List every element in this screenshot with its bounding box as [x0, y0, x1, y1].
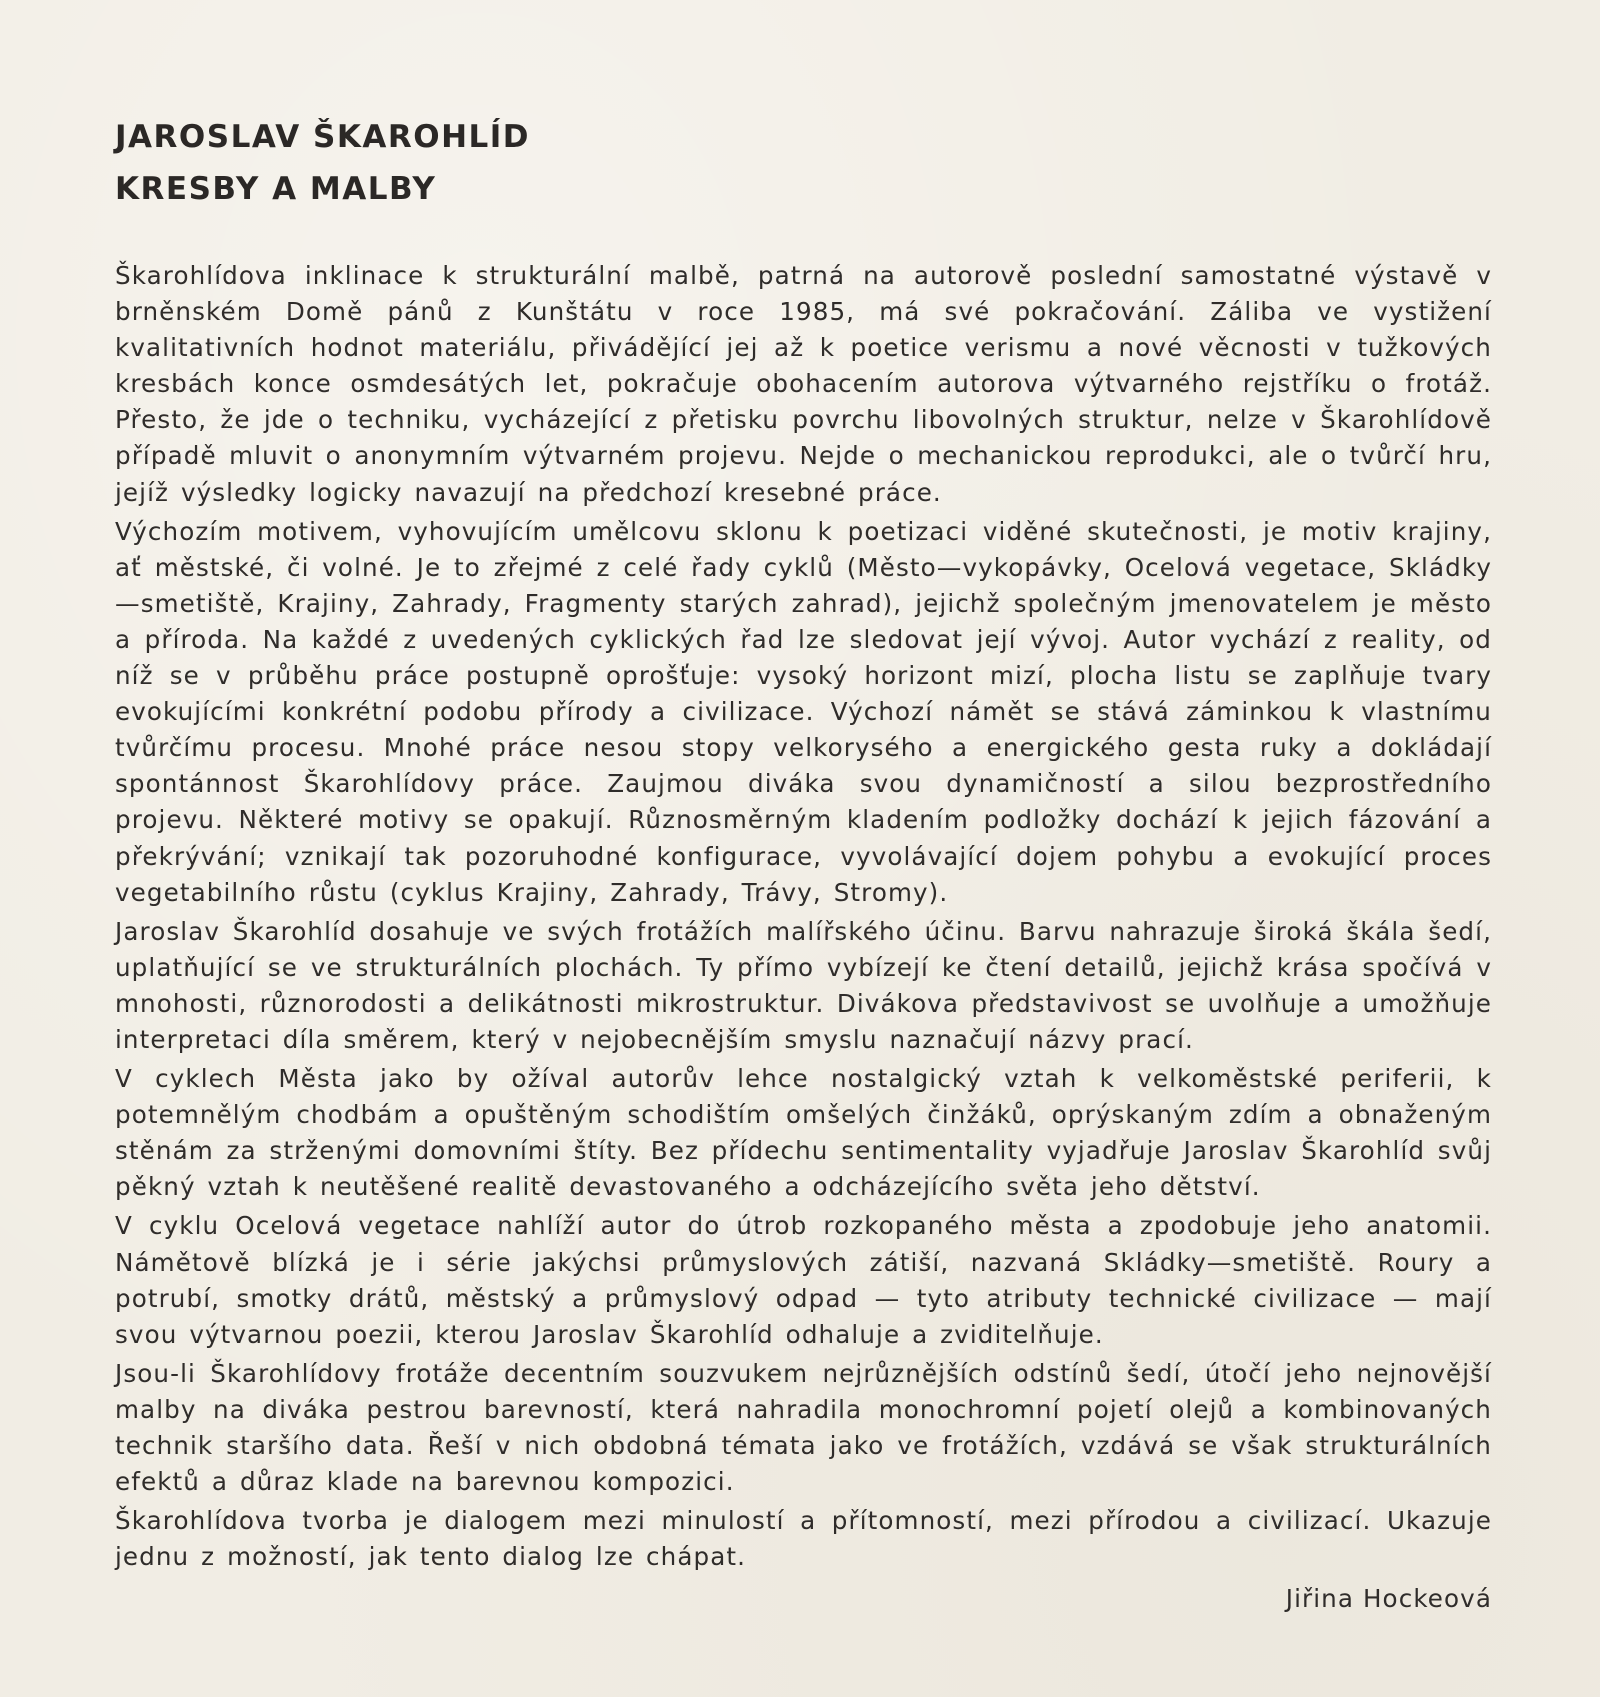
paragraph: Výchozím motivem, vyhovujícím umělcovu sklonu k poetizaci viděné skutečnosti, je motiv krajiny, ať městské, či volné. Je to zřejmé z celé řady cyklů (Město—vykopávky, Ocelová vegetace, Skládky—smetiště, Krajiny, Zahrady, Fragmenty starých zahrad), jejichž společným jmenovatelem je město a příroda. Na každé z uvedených cyklických řad lze sledovat její vývoj. Autor vychází z reality, od níž se v průběhu práce postupně oprošťuje: vysoký horizont mizí, plocha listu se zaplňuje tvary evokujícími konkrétní podobu přírody a civilizace. Výchozí námět se stává záminkou k vlastnímu tvůrčímu procesu. Mnohé práce nesou stopy velkorysého a energického gesta ruky a dokládají spontánnost Škarohlídovy práce. Zaujmou diváka svou dynamičností a silou bezprostředního projevu. Některé motivy se opakují. Různosměrným kladením podložky dochází k jejich fázování a překrývání; vznikají tak pozoruhodné konfigurace, vyvolávající dojem pohybu a evokující proces vegetabilního růstu (cyklus Krajiny, Zahrady, Trávy, Stromy).: [115, 516, 1492, 907]
paragraph: Jsou-li Škarohlídovy frotáže decentním souzvukem nejrůznějších odstínů šedí, útočí jeho nejnovější malby na diváka pestrou barevností, která nahradila monochromní pojetí olejů a kombinovaných technik staršího data. Řeší v nich obdobná témata jako ve frotážích, vzdává se však strukturálních efektů a důraz klade na barevnou kompozici.: [115, 1358, 1492, 1497]
author-title: JAROSLAV ŠKAROHLÍD: [115, 119, 531, 155]
paragraph: Škarohlídova inklinace k strukturální malbě, patrná na autorově poslední samostatné výstavě v brněnském Domě pánů z Kunštátu v roce 1985, má své pokračování. Záliba ve vystižení kvalitativních hodnot materiálu, přivádějící jej až k poetice verismu a nové věcnosti v tužkových kresbách konce osmdesátých let, pokračuje obohacením autorova výtvarného rejstříku o frotáž. Přesto, že jde o techniku, vycházející z přetisku povrchu libovolných struktur, nelze v Škarohlídově případě mluvit o anonymním výtvarném projevu. Nejde o mechanickou reprodukci, ale o tvůrčí hru, jejíž výsledky logicky navazují na předchozí kresebné práce.: [115, 261, 1492, 507]
document-body: [115, 111, 1492, 1617]
paragraph: V cyklech Města jako by ožíval autorův lehce nostalgický vztah k velkoměstské periferii, k potemnělým chodbám a opuštěným schodištím omšelých činžáků, oprýskaným zdím a obnaženým stěnám za strženými domovními štíty. Bez přídechu sentimentality vyjadřuje Jaroslav Škarohlíd svůj pěkný vztah k neutěšené realitě devastovaného a odcházejícího světa jeho dětství.: [115, 1064, 1492, 1202]
paragraph: Škarohlídova tvorba je dialogem mezi minulostí a přítomností, mezi přírodou a civilizací. Ukazuje jednu z možností, jak tento dialog lze chápat.: [115, 1506, 1492, 1572]
paragraph: V cyklu Ocelová vegetace nahlíží autor do útrob rozkopaného města a zpodobuje jeho anatomii. Námětově blízká je i série jakýchsi průmyslových zátiší, nazvaná Skládky—smetiště. Roury a potrubí, smotky drátů, městský a průmyslový odpad — tyto atributy technické civilizace — mají svou výtvarnou poezii, kterou Jaroslav Škarohlíd odhaluje a zviditelňuje.: [115, 1211, 1492, 1349]
title-block: [115, 111, 1492, 215]
essay-text: [115, 258, 1492, 1575]
author-signature: Jiřina Hockeová: [1285, 1584, 1492, 1614]
paragraph: Jaroslav Škarohlíd dosahuje ve svých frotážích malířského účinu. Barvu nahrazuje široká škála šedí, uplatňující se ve strukturálních plochách. Ty přímo vybízejí ke čtení detailů, jejichž krása spočívá v mnohosti, různorodosti a delikátnosti mikrostruktur. Divákova představivost se uvolňuje a umožňuje interpretaci díla směrem, který v nejobecnějším smyslu naznačují názvy prací.: [115, 916, 1492, 1054]
work-subtitle: KRESBY A MALBY: [115, 171, 437, 207]
